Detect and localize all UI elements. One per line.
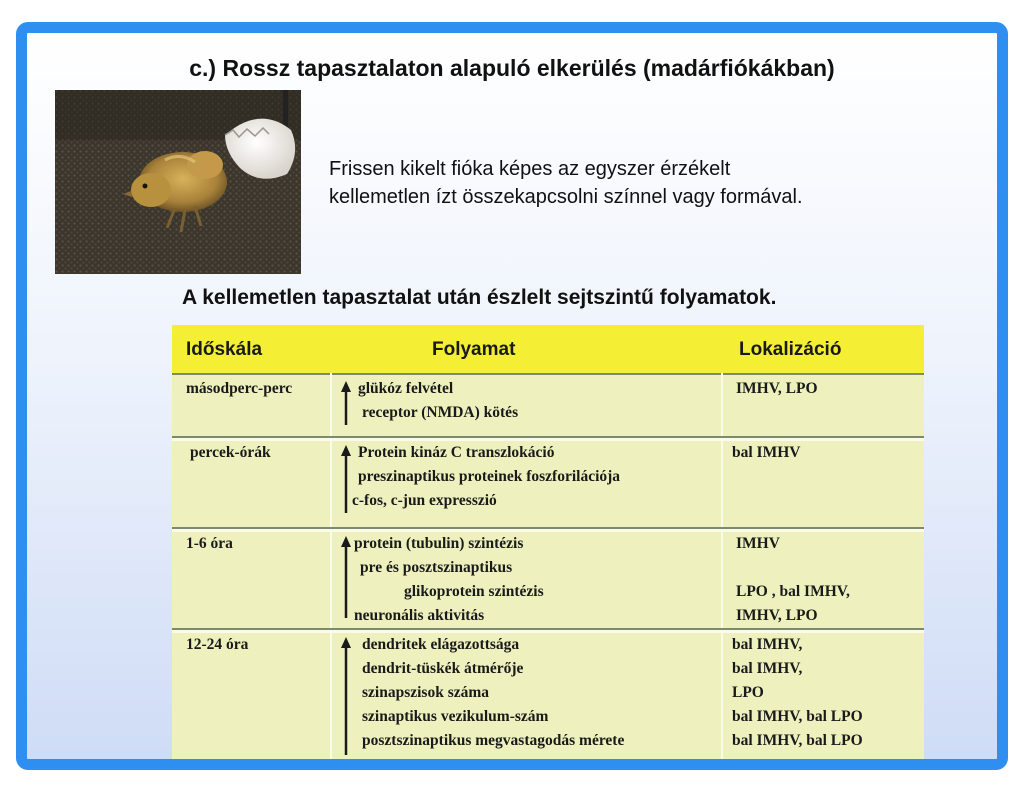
- cell-process: [358, 377, 518, 425]
- up-arrow-icon: [341, 637, 351, 755]
- localization-item: IMHV, LPO: [736, 607, 818, 624]
- process-item: neuronális aktivitás: [354, 607, 485, 624]
- process-item: receptor (NMDA) kötés: [362, 404, 519, 421]
- localization-item: bal IMHV, bal LPO: [732, 708, 863, 725]
- up-arrow-icon: [341, 381, 351, 425]
- table-subtitle: A kellemetlen tapasztalat után észlelt sejtszintű folyamatok.: [182, 286, 777, 309]
- cell-localization: [732, 441, 800, 465]
- process-item: c-fos, c-jun expresszió: [352, 492, 497, 509]
- column-divider-1: [330, 373, 332, 770]
- localization-item: bal IMHV,: [732, 636, 803, 653]
- description-line-2: kellemetlen ízt összekapcsolni színnel vagy formával.: [329, 186, 803, 208]
- cell-timescale: percek-órák: [190, 444, 271, 461]
- up-arrow-icon: [341, 536, 351, 618]
- process-item: glikoprotein szintézis: [404, 583, 544, 600]
- process-item: szinapszisok száma: [362, 684, 490, 701]
- localization-item: bal IMHV: [732, 444, 801, 461]
- header-timescale: Időskála: [186, 339, 263, 360]
- process-item: dendrit-tüskék átmérője: [362, 660, 524, 677]
- hatching-chick-photo: [55, 90, 301, 274]
- description-text: [329, 155, 969, 211]
- slide-title: c.) Rossz tapasztalaton alapuló elkerülés (madárfiókákban): [189, 55, 835, 81]
- cell-process: [362, 633, 624, 753]
- process-item: preszinaptikus proteinek foszforilációja: [358, 468, 621, 485]
- header-divider: [172, 373, 924, 375]
- cell-process: [354, 532, 544, 628]
- localization-item: bal IMHV,: [732, 660, 803, 677]
- process-item: protein (tubulin) szintézis: [354, 535, 524, 552]
- cell-localization: [736, 532, 850, 628]
- up-arrow-icon: [341, 445, 351, 513]
- cell-timescale: másodperc-perc: [186, 380, 293, 397]
- localization-item: bal IMHV, bal LPO: [732, 732, 863, 749]
- cell-timescale: 1-6 óra: [186, 535, 233, 552]
- cell-localization: [736, 377, 818, 401]
- process-item: Protein kináz C transzlokáció: [358, 444, 555, 461]
- process-item: posztszinaptikus megvastagodás mérete: [362, 732, 625, 749]
- localization-item: LPO , bal IMHV,: [736, 583, 850, 600]
- cell-timescale: 12-24 óra: [186, 636, 249, 653]
- localization-item: IMHV: [736, 535, 780, 552]
- process-item: dendritek elágazottsága: [362, 636, 520, 653]
- description-line-1: Frissen kikelt fióka képes az egyszer érzékelt: [329, 158, 731, 180]
- cellular-processes-table: [172, 325, 924, 770]
- localization-item: [736, 556, 850, 580]
- localization-item: LPO: [732, 684, 764, 701]
- header-process: Folyamat: [432, 339, 516, 360]
- cell-process: [352, 441, 621, 513]
- process-item: szinaptikus vezikulum-szám: [362, 708, 549, 725]
- header-localization: Lokalizáció: [739, 339, 842, 360]
- column-divider-2: [721, 373, 723, 770]
- table-header-row: [172, 325, 924, 373]
- slide-frame: [16, 22, 1008, 770]
- process-item: pre és posztszinaptikus: [360, 559, 513, 576]
- cell-localization: [732, 633, 863, 753]
- localization-item: IMHV, LPO: [736, 380, 818, 397]
- process-item: glükóz felvétel: [358, 380, 454, 397]
